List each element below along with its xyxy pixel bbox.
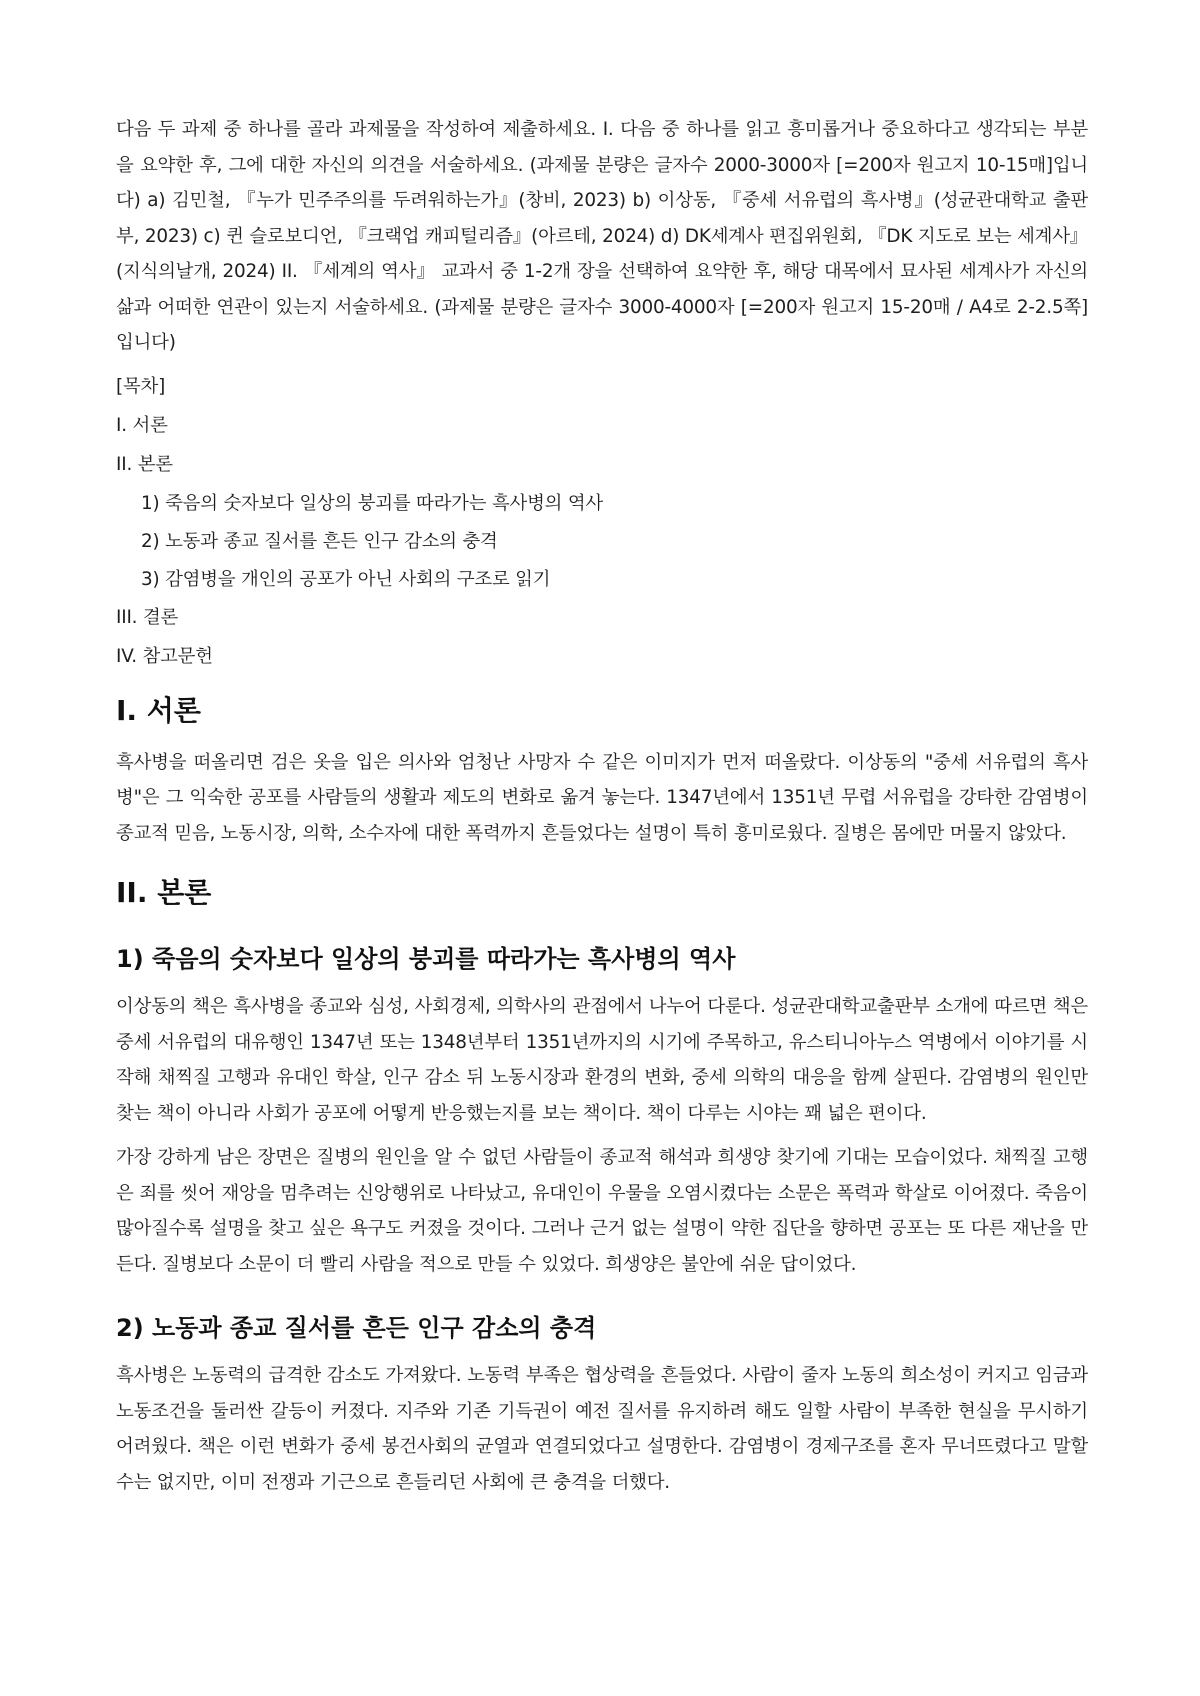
subsection-1-heading: 1) 죽음의 숫자보다 일상의 붕괴를 따라가는 흑사병의 역사: [116, 945, 736, 973]
toc-item-references: IV. 참고문헌: [116, 645, 213, 667]
toc-item-sub2: 2) 노동과 종교 질서를 흔든 인구 감소의 충격: [141, 530, 498, 552]
intro-paragraph: 흑사병을 떠올리면 검은 옷을 입은 의사와 엄청난 사망자 수 같은 이미지가 먼저 떠올랐다. 이상동의 "중세 서유럽의 흑사병"은 그 익숙한 공포를 사람들의 생활과 제도의 변화로 옮겨 놓는다. 1347년에서 1351년 무렵 서유럽을 강타한 감염병이 종교적 믿음, 노동시장, 의학, 소수자에 대한 폭력까지 흔들었다는 설명이 특히 흥미로웠다. 질병은 몸에만 머물지 않았다.: [116, 751, 1088, 844]
assignment-instructions: 다음 두 과제 중 하나를 골라 과제물을 작성하여 제출하세요. I. 다음 중 하나를 읽고 흥미롭거나 중요하다고 생각되는 부분을 요약한 후, 그에 대한 자신의 의견을 서술하세요. (과제물 분량은 글자수 2000-3000자 [=200자 원고지 10-15매]입니다) a) 김민철, 『누가 민주주의를 두려워하는가』(창비, 2023) b) 이상동, 『중세 서유럽의 흑사병』(성균관대학교 출판부, 2023) c) 퀸 슬로보디언, 『크랙업 캐피털리즘』(아르테, 2024) d) DK세계사 편집위원회, 『DK 지도로 보는 세계사』(지식의날개, 2024) II. 『세계의 역사』 교과서 중 1-2개 장을 선택하여 요약한 후, 해당 대목에서 묘사된 세계사가 자신의 삶과 어떠한 연관이 있는지 서술하세요. (과제물 분량은 글자수 3000-4000자 [=200자 원고지 15-20매 / A4로 2-2.5쪽]입니다): [116, 119, 1088, 353]
toc-item-intro: I. 서론: [116, 414, 168, 436]
subsection-1-paragraph-2: 가장 강하게 남은 장면은 질병의 원인을 알 수 없던 사람들이 종교적 해석과 희생양 찾기에 기대는 모습이었다. 채찍질 고행은 죄를 씻어 재앙을 멈추려는 신앙행위로 나타났고, 유대인이 우물을 오염시켰다는 소문은 폭력과 학살로 이어졌다. 죽음이 많아질수록 설명을 찾고 싶은 욕구도 커졌을 것이다. 그러나 근거 없는 설명이 약한 집단을 향하면 공포는 또 다른 재난을 만든다. 질병보다 소문이 더 빨리 사람을 적으로 만들 수 있었다. 희생양은 불안에 쉬운 답이었다.: [116, 1147, 1088, 1275]
toc-item-body: II. 본론: [116, 453, 173, 475]
subsection-1-paragraph-1: 이상동의 책은 흑사병을 종교와 심성, 사회경제, 의학사의 관점에서 나누어 다룬다. 성균관대학교출판부 소개에 따르면 책은 중세 서유럽의 대유행인 1347년 또는 1348년부터 1351년까지의 시기에 주목하고, 유스티니아누스 역병에서 이야기를 시작해 채찍질 고행과 유대인 학살, 인구 감소 뒤 노동시장과 환경의 변화, 중세 의학의 대응을 함께 살핀다. 감염병의 원인만 찾는 책이 아니라 사회가 공포에 어떻게 반응했는지를 보는 책이다. 책이 다루는 시야는 꽤 넓은 편이다.: [116, 996, 1088, 1124]
subsection-2-paragraph-1: 흑사병은 노동력의 급격한 감소도 가져왔다. 노동력 부족은 협상력을 흔들었다. 사람이 줄자 노동의 희소성이 커지고 임금과 노동조건을 둘러싼 갈등이 커졌다. 지주와 기존 기득권이 예전 질서를 유지하려 해도 일할 사람이 부족한 현실을 무시하기 어려웠다. 책은 이런 변화가 중세 봉건사회의 균열과 연결되었다고 설명한다. 감염병이 경제구조를 혼자 무너뜨렸다고 말할 수는 없지만, 이미 전쟁과 기근으로 흔들리던 사회에 큰 충격을 더했다.: [116, 1365, 1088, 1493]
intro-heading: I. 서론: [116, 693, 201, 727]
toc-label: [목차]: [116, 375, 166, 397]
toc-item-sub3: 3) 감염병을 개인의 공포가 아닌 사회의 구조로 읽기: [141, 568, 551, 590]
body-heading: II. 본론: [116, 876, 212, 909]
table-of-contents: [116, 375, 1088, 669]
subsection-2-heading: 2) 노동과 종교 질서를 흔든 인구 감소의 충격: [116, 1314, 597, 1342]
toc-item-conclusion: III. 결론: [116, 606, 179, 628]
toc-item-sub1: 1) 죽음의 숫자보다 일상의 붕괴를 따라가는 흑사병의 역사: [141, 492, 604, 514]
